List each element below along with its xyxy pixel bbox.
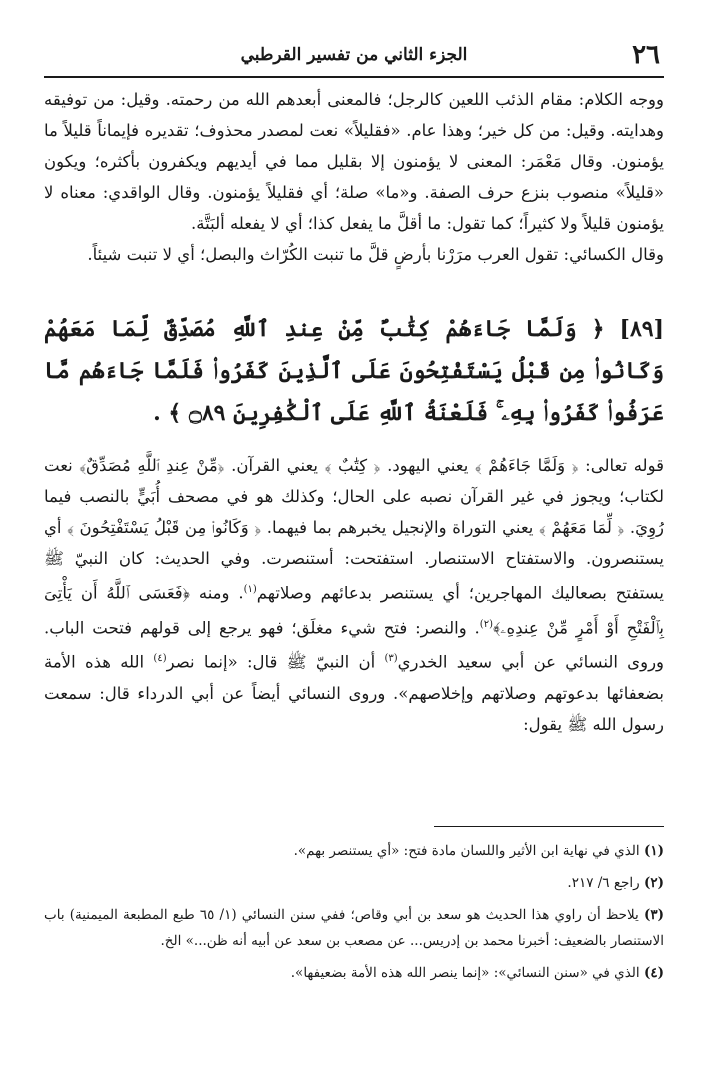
paragraph: ووجه الكلام: مقام الذئب اللعين كالرجل؛ فالمعنى أبعدهم الله من رحمته. وقيل: من توفيقه وهدايته. وقيل: من كل خير؛ وهذا عام. «فقليلاً» نعت لمصدر محذوف؛ تقديره فإيماناً قليلاً ما يؤمنون. وقال مَعْمَر: المعنى لا يؤمنون إلا بقليل مما في أيديهم ويكفرون بأكثره؛ ويكون «قليلاً» منصوب بنزع حرف الصفة. و«ما» صلة؛ أي فقليلاً يؤمنون. وقال الواقدي: معناه لا يؤمنون قليلاً ولا كثيراً؛ كما تقول: ما أقلَّ ما يفعل كذا؛ أي لا يفعله ألبَتَّة. xyxy=(44,90,664,233)
footnote-marker: (٣) xyxy=(643,907,664,923)
footnote xyxy=(44,838,664,864)
footnote xyxy=(44,902,664,954)
footnote-marker: (٢) xyxy=(643,875,664,891)
commentary-text: الله هذه الأمة بضعفائها بدعوتهم وصلاتهم وإخلاصهم». وروى النسائي أيضاً عن أبي الدرداء قال: سمعت رسول الله ﷺ يقول: xyxy=(44,652,664,734)
verse-text: ﴿ وَلَمَّا جَاءَهُمْ كِتَٰبٌ مِّنْ عِندِ ٱللَّهِ مُصَدِّقٌ لِّمَا مَعَهُمْ وَكَانُوا۟ مِن قَبْلُ يَسْتَفْتِحُونَ عَلَى ٱلَّذِينَ كَفَرُوا۟ فَلَمَّا جَاءَهُم مَّا عَرَفُوا۟ كَفَرُوا۟ بِهِۦ ۚ فَلَعْنَةُ ٱللَّهِ عَلَى ٱلْكَٰفِرِينَ ۝٨٩ ﴾ . xyxy=(44,316,664,426)
footnote-marker: (١) xyxy=(643,843,664,859)
commentary-text: . ومنه ﴿فَعَسَى ٱللَّهُ أَن يَأْتِىَ بِٱلْفَتْحِ أَوْ أَمْرٍ مِّنْ عِندِهِۦ﴾ xyxy=(44,583,665,637)
verse-number: [٨٩] xyxy=(619,316,664,342)
commentary-text: . والنصر: فتح شيء مغلَق؛ فهو يرجع إلى قولهم فتحت الباب. وروى النسائي عن أبي سعيد الخدري xyxy=(44,618,665,672)
footnote-ref: (٣) xyxy=(384,653,398,664)
footnote-divider xyxy=(434,826,664,827)
page-header xyxy=(44,38,664,72)
footnotes xyxy=(44,838,664,992)
footnote xyxy=(44,870,664,896)
footnote-ref: (٢) xyxy=(479,618,493,630)
footnote-text: الذي في نهاية ابن الأثير واللسان مادة فتح: «أي يستنصر بهم». xyxy=(293,843,640,859)
footnote xyxy=(44,960,664,986)
footnote-text: يلاحظ أن راوي هذا الحديث هو سعد بن أبي وقاص؛ ففي سنن النسائي (١/ ٦٥ طبع المطبعة الميمنية) باب الاستنصار بالضعيف: أخبرنا محمد بن إدريس... عن مصعب بن سعد عن أبيه أنه ظن...» الخ. xyxy=(44,907,664,949)
commentary-text: قوله تعالى: ﴿ وَلَمَّا جَاءَهُمْ ﴾ يعني اليهود. ﴿ كِتَٰبٌ ﴾ يعني القرآن. ﴿مِّنْ عِندِ ٱللَّهِ مُصَدِّقٌ﴾ نعت لكتاب؛ ويجوز في غير القرآن نصبه على الحال؛ وكذلك هو في مصحف أُبَيٍّ بالنصب فيما رُوِيَ. ﴿ لِّمَا مَعَهُمْ ﴾ يعني التوراة والإنجيل يخبرهم بما فيهما. ﴿ وَكَانُوا۟ مِن قَبْلُ يَسْتَفْتِحُونَ ﴾ أي يستنصرون. والاستفتاح الاستنصار. استفتحت: أستنصرت. وفي الحديث: كان النبيّ ﷺ يستفتح بصعاليك المهاجرين؛ أي يستنصر بدعائهم وصلاتهم xyxy=(44,456,664,603)
footnote-text: الذي في «سنن النسائي»: «إنما ينصر الله هذه الأمة بضعيفها». xyxy=(290,965,640,981)
header-divider xyxy=(44,76,664,78)
footnote-ref: (١) xyxy=(243,584,257,595)
footnote-text: راجع ٦/ ٢١٧. xyxy=(567,875,640,891)
footnote-ref: (٤) xyxy=(153,653,167,664)
commentary-text: أن النبيّ ﷺ قال: «إنما نصر xyxy=(166,652,385,672)
main-text xyxy=(44,84,664,270)
quran-verse xyxy=(44,308,664,434)
commentary-paragraph xyxy=(44,450,664,740)
commentary xyxy=(44,450,664,740)
page-number: ٢٦ xyxy=(632,40,660,70)
running-title: الجزء الثاني من تفسير القرطبي xyxy=(240,45,468,65)
footnote-marker: (٤) xyxy=(643,965,664,981)
paragraph: وقال الكسائي: تقول العرب مرَرْنا بأرضٍ قلَّ ما تنبت الكُرّاث والبصل؛ أي لا تنبت شيئاً. xyxy=(87,245,664,264)
